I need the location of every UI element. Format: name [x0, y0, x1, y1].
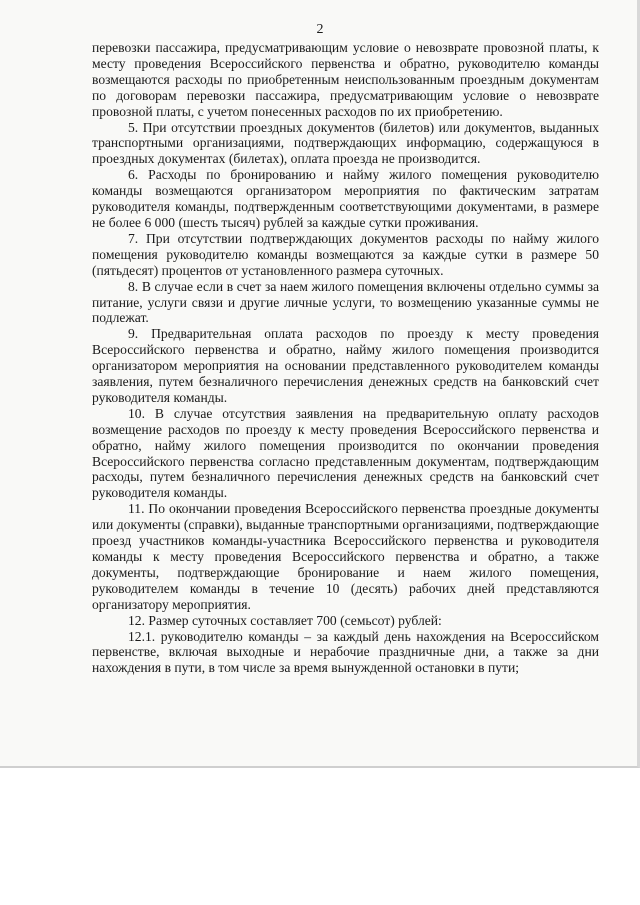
paragraph-12-1: 12.1. руководителю команды – за каждый день нахождения на Всероссийском первенстве, включая выходные и нерабочие праздничные дни, а также за дни нахождения в пути, в том числе за время вынужденной остановки в пути; — [92, 628, 599, 676]
paragraph-5: 5. При отсутствии проездных документов (билетов) или документов, выданных транспортными организациями, подтверждающих информацию, содержащуюся в проездных документах (билетах), оплата проезда не производится. — [92, 119, 599, 167]
paragraph-8: 8. В случае если в счет за наем жилого помещения включены отдельно суммы за питание, услуги связи и другие личные услуги, то возмещению указанные суммы не подлежат. — [92, 278, 599, 326]
paragraph-continuation: перевозки пассажира, предусматривающим условие о невозврате провозной платы, к месту проведения Всероссийского первенства и обратно, руководителю команды возмещаются расходы по приобретенным неиспользованным проездным документам по договорам перевозки пассажира, предусматривающим условие о невозврате провозной платы, с учетом понесенных расходов по их приобретению. — [92, 40, 599, 119]
paragraph-9: 9. Предварительная оплата расходов по проезду к месту проведения Всероссийского первенства и обратно, найму жилого помещения производится организатором мероприятия на основании представленного руководителем команды заявления, путем безналичного перечисления денежных средств на банковский счет руководителя команды. — [92, 326, 599, 405]
paragraph-12: 12. Размер суточных составляет 700 (семьсот) рублей: — [128, 612, 442, 628]
paragraph-7: 7. При отсутствии подтверждающих документов расходы по найму жилого помещения руководителю команды возмещаются за каждые сутки в размере 50 (пятьдесят) процентов от установленного размера суточных. — [92, 230, 599, 278]
paragraph-6: 6. Расходы по бронированию и найму жилого помещения руководителю команды возмещаются организатором мероприятия по фактическим затратам руководителя команды, подтвержденным соответствующими документами, в размере не более 6 000 (шесть тысяч) рублей за каждые сутки проживания. — [92, 167, 599, 230]
paragraph-11: 11. По окончании проведения Всероссийского первенства проездные документы или документы (справки), выданные транспортными организациями, подтверждающие проезд участников команды-участника Всероссийского первенства и руководителя команды к месту проведения Всероссийского первенства и обратно, а также документы, подтверждающие бронирование и наем жилого помещения, руководителем команды в течение 10 (десять) рабочих дней представляются организатору мероприятия. — [92, 501, 599, 612]
document-body — [92, 40, 599, 676]
paragraph-10: 10. В случае отсутствия заявления на предварительную оплату расходов возмещение расходов по проезду к месту проведения Всероссийского первенства и обратно, найму жилого помещения производится по окончании проведения Всероссийского первенства согласно представленным документам, подтверждающим расходы, путем безналичного перечисления денежных средств на банковский счет руководителя команды. — [92, 405, 599, 501]
page-number: 2 — [316, 22, 324, 37]
